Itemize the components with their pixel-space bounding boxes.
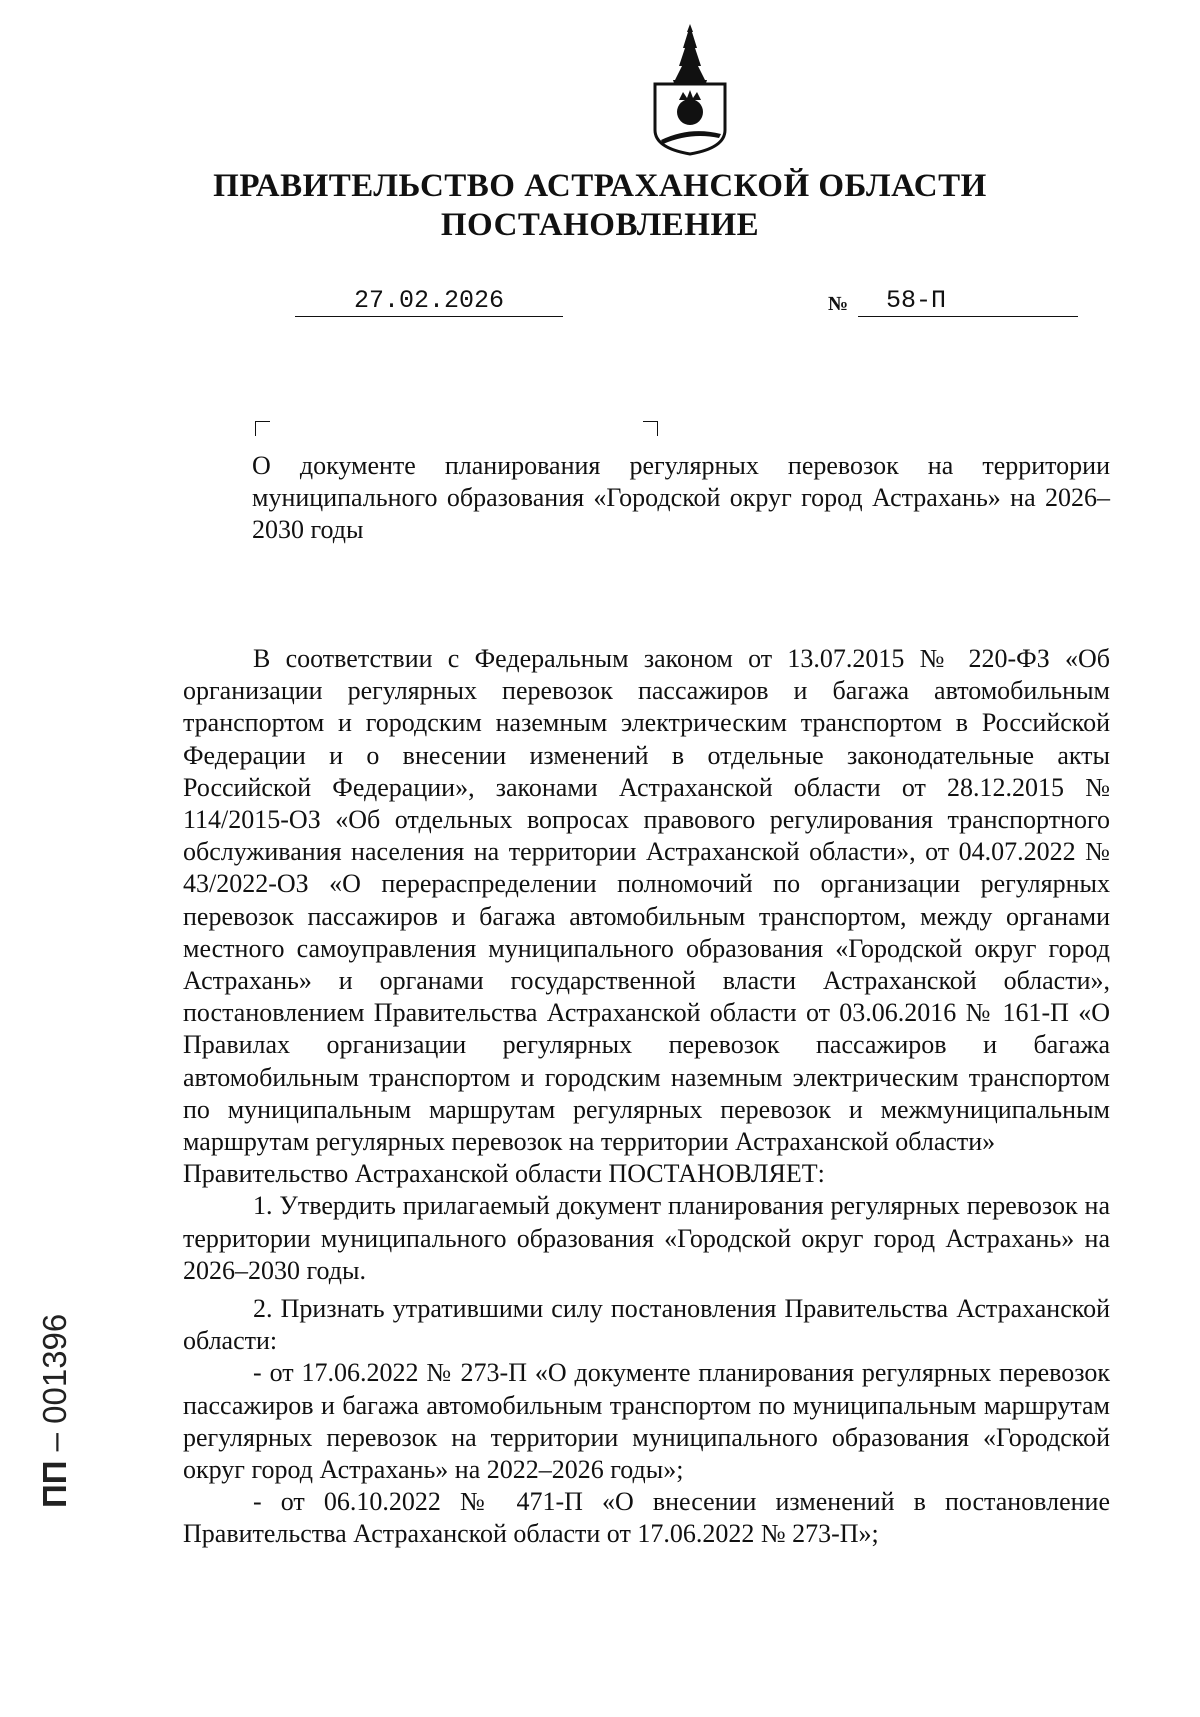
document-number: 58-П [858,286,1078,317]
serial-stamp [36,1314,74,1508]
coat-of-arms-icon [635,22,745,157]
document-subject: О документе планирования регулярных перевозок на территории муниципального образования «Городской округ город Астрахань» на 2026–2030 годы [252,451,1110,544]
stamp-series: ПП [36,1460,73,1508]
stamp-serial: 001396 [36,1313,73,1424]
authority-title: ПРАВИТЕЛЬСТВО АСТРАХАНСКОЙ ОБЛАСТИ [213,168,987,204]
preamble-paragraph: В соответствии с Федеральным законом от 13.07.2015 № 220-ФЗ «Об организации регулярных перевозок пассажиров и багажа автомобильным транспортом и городским наземным электрическим транспортом в Российской Федерации и о внесении изменений в отдельные законодательные акты Российской Федерации», законами Астраханской области от 28.12.2015 № 114/2015-ОЗ «Об отдельных вопросах правового регулирования транспортного обслуживания населения на территории Астраханской области», от 04.07.2022 № 43/2022-ОЗ «О перераспределении полномочий по организации регулярных перевозок пассажиров и багажа автомобильным транспортом, между органами местного самоуправления муниципального образования «Городской округ город Астрахань» и органами государственной власти Астраханской области», постановлением Правительства Астраханской области от 03.06.2016 № 161-П «О Правилах организации регулярных перевозок пассажиров и багажа автомобильным транспортом и городским наземным электрическим транспортом по муниципальным маршрутам регулярных перевозок и межмуниципальным маршрутам регулярных перевозок на территории Астраханской области» [183,644,1110,1157]
document-body [183,643,1110,1551]
subject-bracket-left [255,421,270,436]
number-sign: № [828,293,849,315]
item-1-paragraph: 1. Утвердить прилагаемый документ планирования регулярных перевозок на территории муниципального образования «Городской округ город Астрахань» на 2026–2030 годы. [183,1191,1110,1285]
item-2-paragraph: 2. Признать утратившими силу постановления Правительства Астраханской области: [183,1294,1110,1356]
repealed-item-a: - от 17.06.2022 № 273-П «О документе планирования регулярных перевозок пассажиров и багажа автомобильным транспортом по муниципальным маршрутам регулярных перевозок на территории муниципального образования «Городской округ город Астрахань» на 2022–2026 годы»; [183,1358,1110,1485]
stamp-dash: – [36,1433,73,1452]
repealed-item-b: - от 06.10.2022 № 471-П «О внесении изменений в постановление Правительства Астраханской области от 17.06.2022 № 273-П»; [183,1487,1110,1549]
resolution-line: Правительство Астраханской области ПОСТАНОВЛЯЕТ: [183,1159,825,1189]
subject-bracket-right [643,421,658,436]
document-type-title: ПОСТАНОВЛЕНИЕ [440,207,760,243]
document-date: 27.02.2026 [295,286,563,317]
